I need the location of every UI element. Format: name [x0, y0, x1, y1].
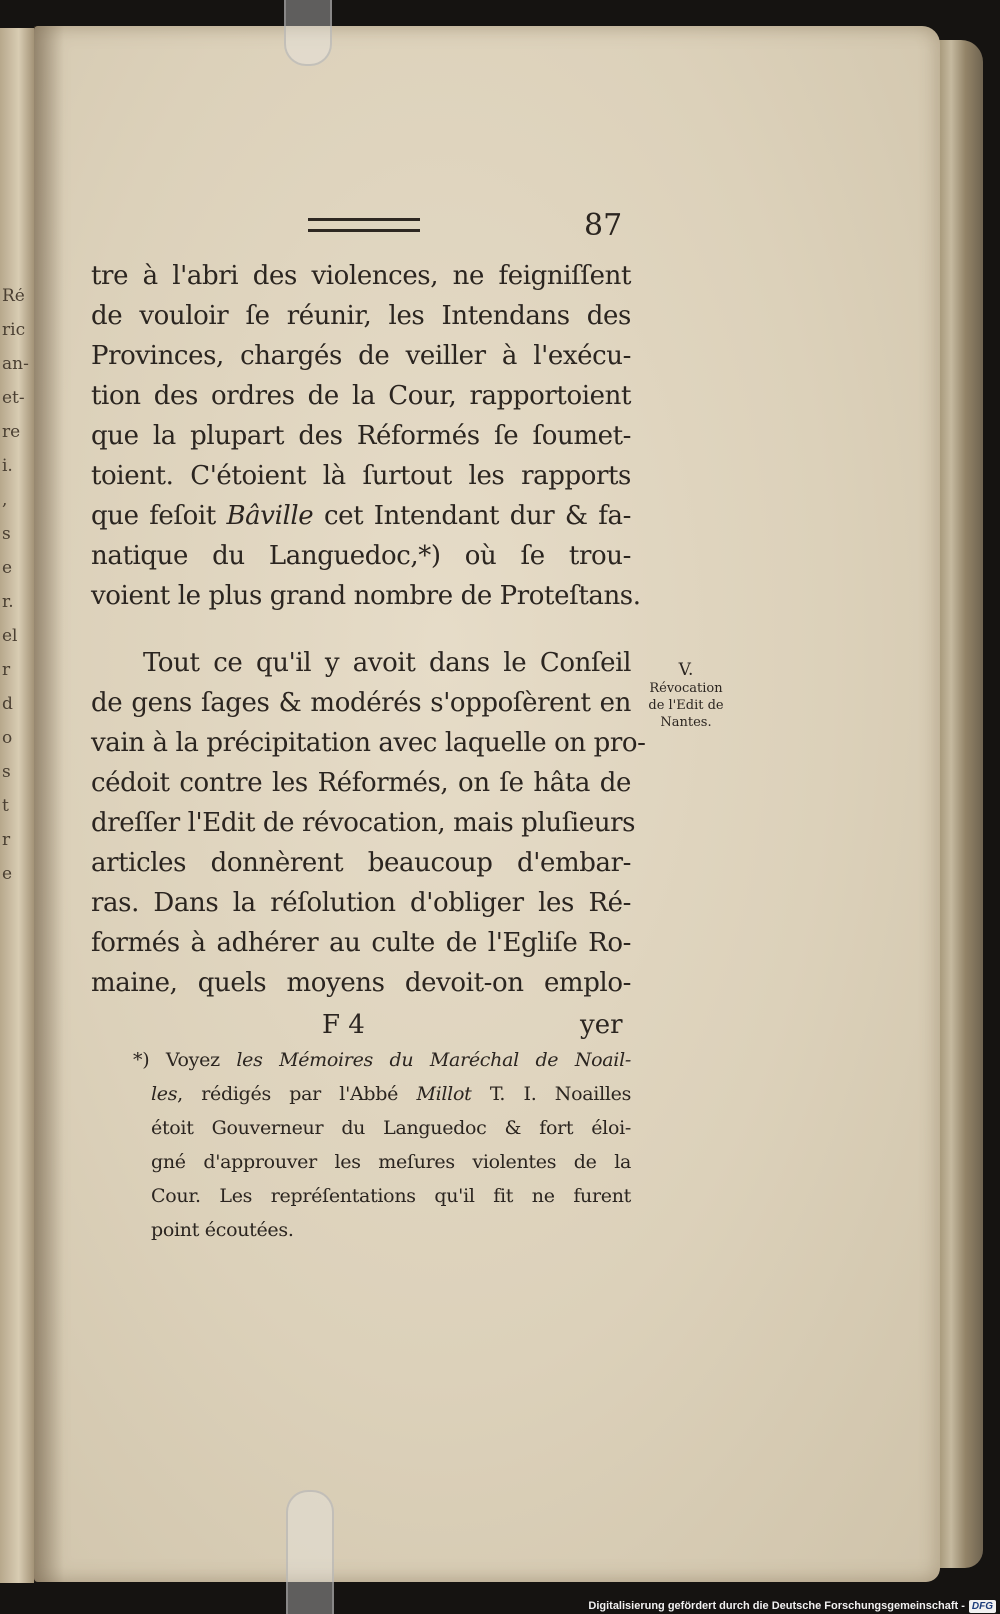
- header-rule: [308, 218, 420, 232]
- credit-text: Digitalisierung gefördert durch die Deutsche Forschungsgemeinschaft -: [588, 1600, 965, 1612]
- page-clip-top: [284, 0, 332, 66]
- footnote-author: Millot: [416, 1083, 472, 1105]
- facing-page-fragment: et-: [2, 390, 25, 408]
- body-line: Provinces, chargés de veiller à l'exécu-: [91, 341, 631, 371]
- facing-page-fragments: [2, 288, 32, 900]
- body-text: cet Intendant dur & fa-: [323, 501, 631, 531]
- facing-page-fragment: i.: [2, 458, 13, 476]
- body-line: cédoit contre les Réformés, on ſe hâta de: [91, 768, 631, 798]
- body-line: de vouloir ſe réunir, les Intendans des: [91, 301, 631, 331]
- body-line: formés à adhérer au culte de l'Egliſe Ro-: [91, 928, 631, 958]
- facing-page-fragment: r.: [2, 594, 14, 612]
- body-line: vain à la précipitation avec laquelle on pro-: [91, 728, 646, 758]
- body-line: ras. Dans la réſolution d'obliger les Ré-: [91, 888, 631, 918]
- facing-page-fragment: e: [2, 560, 13, 578]
- footnote-text: *) Voyez: [133, 1049, 220, 1071]
- body-line: voient le plus grand nombre de Proteſtans.: [91, 581, 641, 611]
- facing-page-edge: [0, 28, 34, 1583]
- facing-page-fragment: el: [2, 628, 18, 646]
- facing-page-fragment: r: [2, 832, 11, 850]
- footnote-line: point écoutées.: [151, 1219, 294, 1241]
- facing-page-fragment: re: [2, 424, 21, 442]
- body-line: maine, quels moyens devoit-on emplo-: [91, 968, 631, 998]
- facing-page-fragment: d: [2, 696, 13, 714]
- footnote-line: [133, 1043, 631, 1077]
- page-number: 87: [584, 208, 623, 243]
- margin-note-number: V.: [678, 660, 694, 680]
- body-line: toient. C'étoient là ſurtout les rapports: [91, 461, 631, 491]
- footnote-line: [151, 1077, 631, 1111]
- margin-note-line: Révocation: [649, 681, 723, 696]
- digitization-credit: [588, 1598, 996, 1614]
- facing-page-fragment: s: [2, 764, 11, 782]
- footnote-text: , rédigés par l'Abbé: [177, 1083, 399, 1105]
- facing-page-fragment: o: [2, 730, 13, 748]
- facing-page-fragment: ,: [2, 492, 8, 510]
- body-text: que feſoit: [91, 501, 216, 531]
- facing-page-fragment: r: [2, 662, 11, 680]
- body-line: natique du Languedoc,*) où ſe trou-: [91, 541, 631, 571]
- body-line: dreſſer l'Edit de révocation, mais pluſieurs: [91, 808, 636, 838]
- footnote-title: les: [151, 1083, 178, 1105]
- facing-page-fragment: e: [2, 866, 13, 884]
- dfg-logo: DFG: [969, 1600, 996, 1613]
- footnote-line: étoit Gouverneur du Languedoc & fort éloi-: [151, 1117, 631, 1139]
- footnote-line: gné d'approuver les meſures violentes de la: [151, 1151, 631, 1173]
- margin-note-line: Nantes.: [660, 715, 712, 730]
- body-line: Tout ce qu'il y avoit dans le Conſeil: [143, 648, 631, 678]
- footnote-line: Cour. Les repréſentations qu'il fit ne furent: [151, 1185, 631, 1207]
- body-line: de gens ſages & modérés s'oppoſèrent en: [91, 688, 631, 718]
- body-line: tion des ordres de la Cour, rapportoient: [91, 381, 631, 411]
- facing-page-fragment: ric: [2, 322, 26, 340]
- body-line: que la plupart des Réformés ſe ſoumet-: [91, 421, 631, 451]
- body-line: tre à l'abri des violences, ne feigniſſent: [91, 261, 631, 291]
- facing-page-fragment: t: [2, 798, 9, 816]
- margin-note-line: de l'Edit de: [648, 698, 724, 713]
- page-clip-bottom: [286, 1490, 334, 1614]
- facing-page-fragment: an-: [2, 356, 29, 374]
- bavville-name: Bâville: [226, 501, 314, 531]
- facing-page-fragment: s: [2, 526, 11, 544]
- footnote-text: T. I. Noailles: [489, 1083, 632, 1105]
- footnote-title: les Mémoires du Maréchal de Noail-: [236, 1049, 631, 1071]
- body-line: articles donnèrent beaucoup d'embar-: [91, 848, 631, 878]
- signature-mark: F 4: [322, 1010, 365, 1040]
- catchword: yer: [580, 1010, 623, 1040]
- body-line-bavville: [91, 496, 631, 536]
- gutter-shadow: [34, 26, 64, 1582]
- facing-page-fragment: Ré: [2, 288, 25, 306]
